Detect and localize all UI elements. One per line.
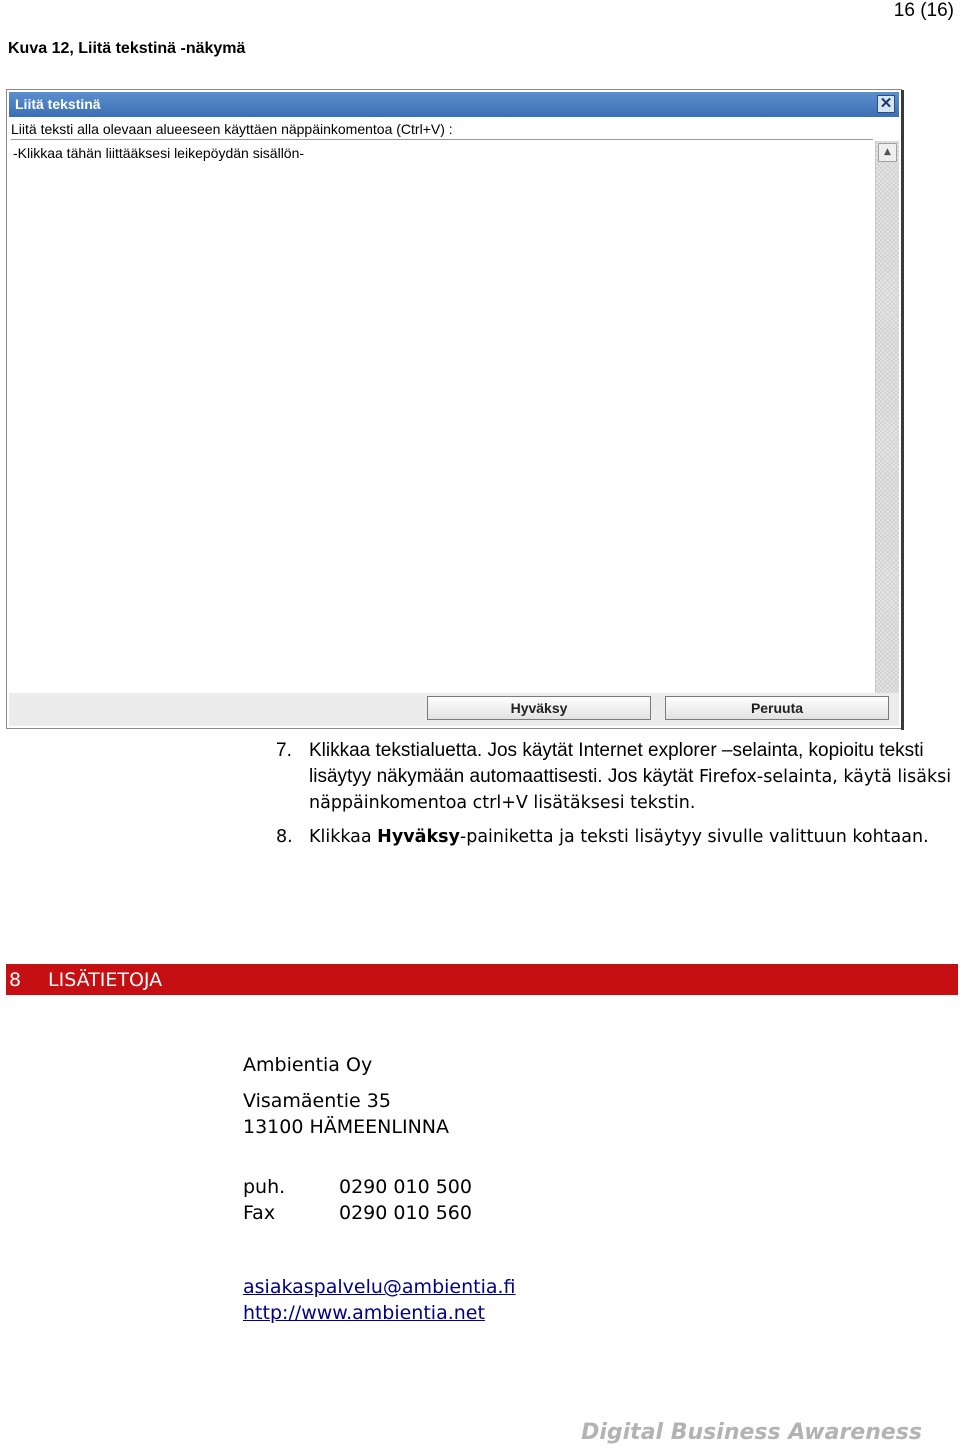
email-link[interactable]: asiakaspalvelu@ambientia.fi (243, 1276, 516, 1298)
section-number: 8 (9, 969, 22, 991)
fax-label: Fax (243, 1202, 276, 1224)
scroll-up-arrow-icon[interactable]: ▲ (878, 143, 897, 162)
dialog-title: Liitä tekstinä (15, 96, 101, 112)
page-number: 16 (16) (893, 0, 954, 21)
close-icon[interactable]: ✕ (877, 95, 895, 113)
step-text-part1: Klikkaa tekstialuetta. Jos käytät Internet explorer –selainta, kopioitu teksti lisäytyy näkymään automaattisesti. Jos käytät (309, 740, 924, 787)
step-text-post: -painiketta ja teksti lisäytyy sivulle valittuun kohtaan. (459, 827, 929, 847)
figure-caption: Kuva 12, Liitä tekstinä -näkymä (8, 40, 246, 57)
contact-info (243, 1052, 516, 1326)
fax-number: 0290 010 560 (339, 1202, 472, 1224)
fax-row (243, 1200, 516, 1226)
step-text-bold: Hyväksy (377, 827, 460, 847)
dialog-titlebar (9, 92, 899, 117)
step-7 (276, 738, 956, 816)
paste-as-text-dialog (6, 89, 902, 729)
step-text-pre: Klikkaa (309, 827, 378, 847)
phone-row (243, 1174, 516, 1200)
section-header (6, 964, 958, 995)
city-address: 13100 HÄMEENLINNA (243, 1116, 449, 1138)
phone-label: puh. (243, 1176, 286, 1198)
paste-instruction: Liitä teksti alla olevaan alueeseen käyttäen näppäinkomentoa (Ctrl+V) : (11, 119, 873, 140)
cancel-button[interactable]: Peruuta (665, 696, 889, 720)
phone-number: 0290 010 500 (339, 1176, 472, 1198)
footer-brand: Digital Business Awareness (581, 1420, 922, 1445)
company-name: Ambientia Oy (243, 1054, 373, 1076)
street-address: Visamäentie 35 (243, 1090, 391, 1112)
textarea-scrollbar[interactable] (875, 141, 899, 694)
dialog-button-bar (9, 693, 899, 726)
section-title: LISÄTIETOJA (48, 969, 163, 991)
step-number: 7. (276, 740, 292, 761)
step-text-part2: Firefox-selainta, käytä lisäksi näppäinkomentoa ctrl+V lisätäksesi tekstin. (309, 767, 952, 813)
accept-button[interactable]: Hyväksy (427, 696, 651, 720)
instruction-steps (276, 738, 956, 858)
step-number: 8. (276, 827, 293, 847)
website-link[interactable]: http://www.ambientia.net (243, 1302, 485, 1324)
step-8 (276, 824, 956, 850)
paste-textarea[interactable] (11, 141, 873, 691)
